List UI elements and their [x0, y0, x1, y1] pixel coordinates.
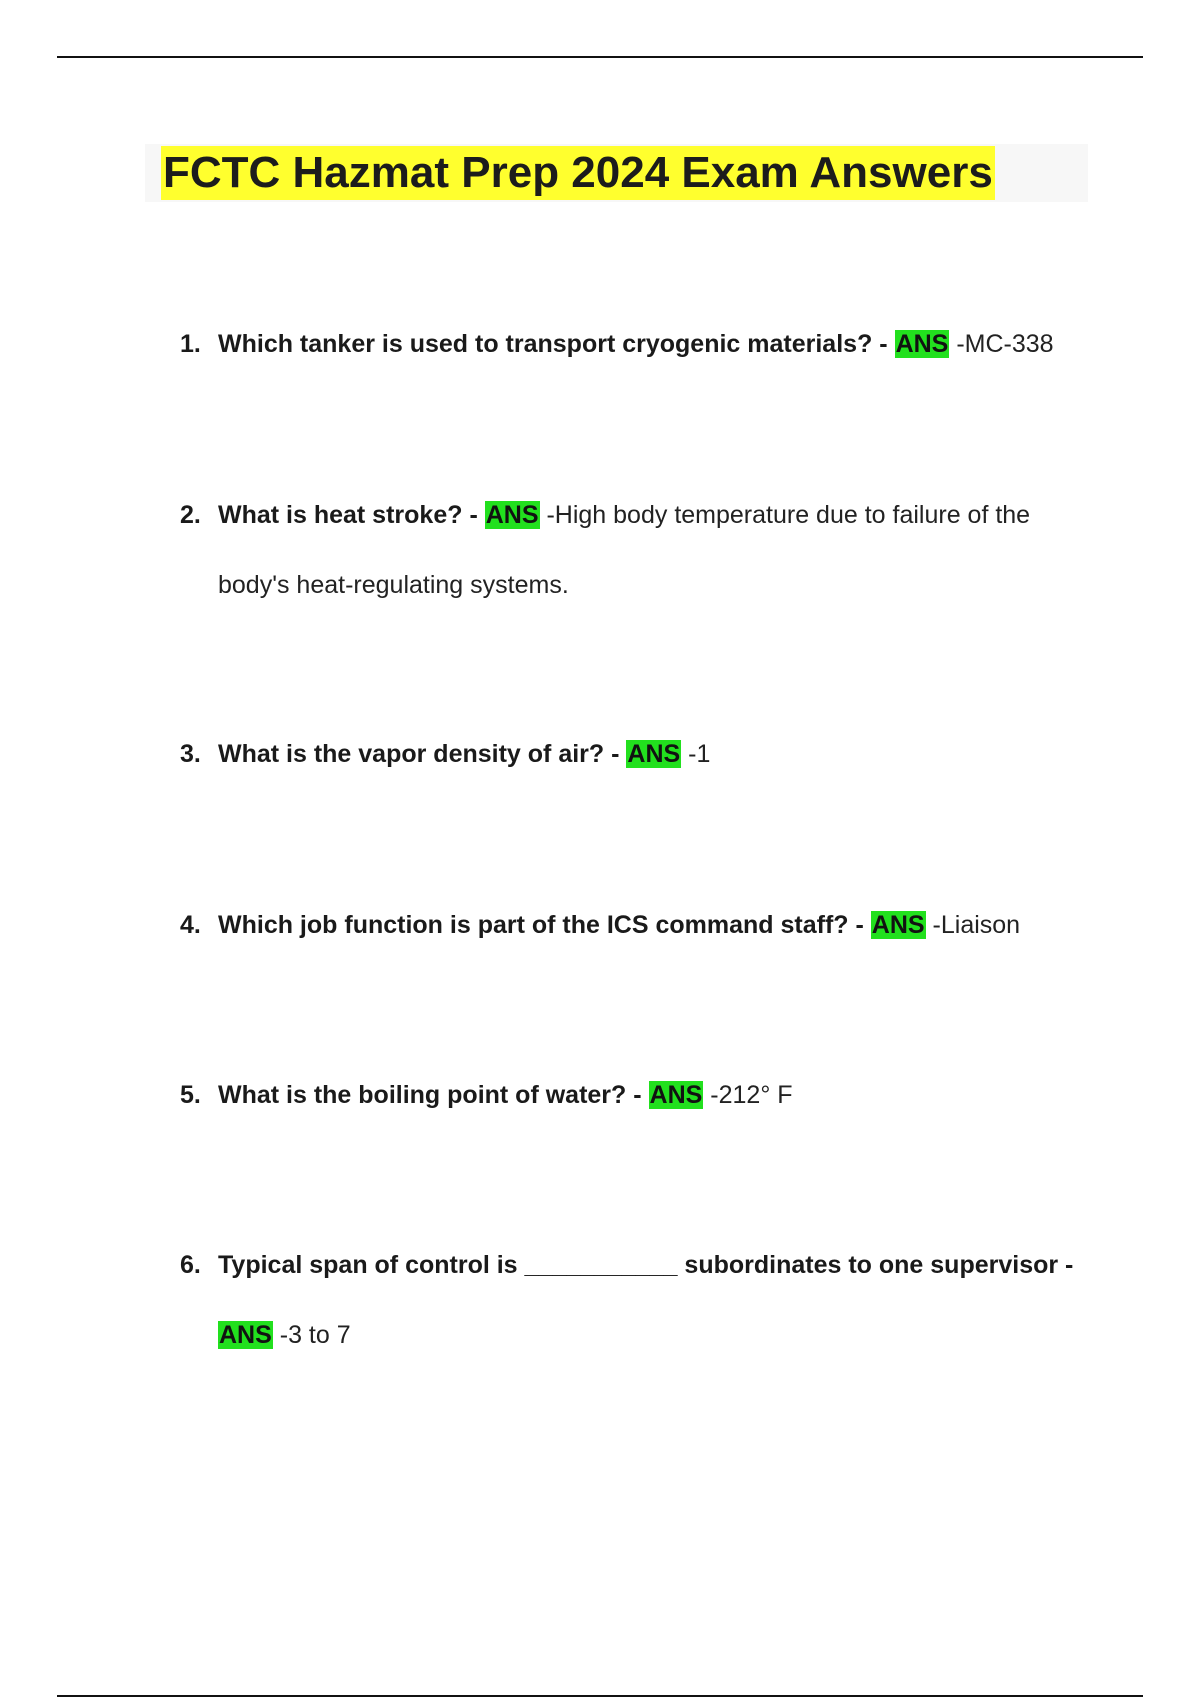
answer-text-continued: body's heat-regulating systems.: [218, 571, 569, 599]
ans-label: ANS: [627, 740, 681, 768]
answer-line: [218, 1320, 351, 1350]
answer-text: -212° F: [710, 1081, 793, 1109]
ans-label: ANS: [485, 501, 539, 529]
question-number: 2.: [180, 501, 201, 529]
ans-label: ANS: [649, 1081, 703, 1109]
question-text: Which job function is part of the ICS command staff? -: [218, 911, 864, 939]
question-text: What is the boiling point of water? -: [218, 1081, 642, 1109]
question-text: Which tanker is used to transport cryogenic materials? -: [218, 330, 888, 358]
answer-continuation: [218, 570, 569, 600]
ans-label: ANS: [871, 911, 925, 939]
answer-text: -Liaison: [932, 911, 1021, 939]
answer-text: -3 to 7: [279, 1321, 351, 1349]
document-title: FCTC Hazmat Prep 2024 Exam Answers: [161, 146, 995, 200]
footer-rule: [57, 1695, 1143, 1697]
answer-text: -1: [688, 740, 711, 768]
question-line: [218, 1250, 1073, 1280]
ans-label: ANS: [219, 1321, 272, 1349]
question-line: [218, 739, 710, 769]
ans-label: ANS: [895, 330, 949, 358]
answer-text: -High body temperature due to failure of the: [546, 501, 1031, 529]
question-number: 5.: [180, 1081, 201, 1109]
question-line: [218, 1080, 793, 1110]
question-number: 3.: [180, 740, 201, 768]
question-text: Typical span of control is ___________ subordinates to one supervisor -: [218, 1251, 1074, 1279]
question-line: [218, 500, 1030, 530]
question-line: [218, 910, 1020, 940]
question-text: What is the vapor density of air? -: [218, 740, 620, 768]
question-number: 1.: [180, 330, 201, 358]
answer-text: -MC-338: [956, 330, 1054, 358]
question-text: What is heat stroke? -: [218, 501, 478, 529]
question-number: 6.: [180, 1251, 201, 1279]
question-line: [218, 329, 1054, 359]
question-number: 4.: [180, 911, 201, 939]
